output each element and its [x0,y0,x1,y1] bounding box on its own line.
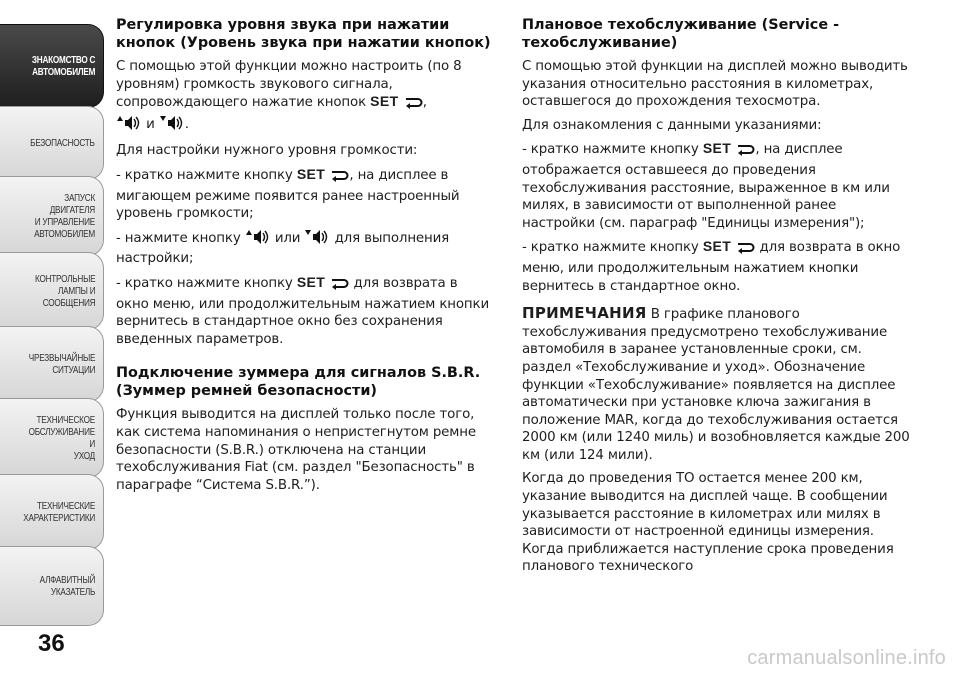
step-return-menu [116,274,494,348]
volume-down-icon [304,229,330,251]
volume-down-icon [159,115,185,137]
tab-maintenance-label: ТЕХНИЧЕСКОЕ ОБСЛУЖИВАНИЕ И УХОД [28,414,95,462]
set-button-label: SET [702,140,732,157]
tab-emergencies-label: ЧРЕЗВЫЧАЙНЫЕ СИТУАЦИИ [28,352,95,376]
step-adjust-volume [116,229,494,268]
tab-specifications[interactable] [0,474,104,550]
text: для выполнения настройки; [116,230,450,267]
text: для возврата в окно меню, или продолжительным нажатием кнопки вернитесь в стандартное окно. [522,240,901,294]
return-arrow-icon [735,240,755,260]
tab-index[interactable] [0,546,104,626]
return-arrow-icon [329,276,349,296]
text: или [274,230,301,246]
tab-index-label: АЛФАВИТНЫЙ УКАЗАТЕЛЬ [39,574,95,598]
step-press-set [116,166,494,223]
note-title: ПРИМЕЧАНИЯ [522,304,647,323]
return-arrow-icon [735,142,755,162]
paragraph-service-intro: С помощью этой функции на дисплей можно выводить указания относительно расстояния в километрах, оставшегося до прохождения техосмотра. [522,59,908,110]
tab-emergencies[interactable] [0,326,104,402]
section-heading-sbr-buzzer: Подключение зуммера для сигналов S.B.R. (Зуммер ремней безопасности) [116,365,481,400]
step-return-menu [522,238,910,295]
tab-starting-driving[interactable] [0,176,104,256]
note-text: В графике планового техобслуживания предусмотрено техобслуживание автомобиля в заранее установленные сроки, см. раздел «Техобслуживание и уход». Обозначение функции «Техобслуживание» появляется на дисплее автоматически при установке ключа зажигания в положение MAR, когда до техобслуживания остается 2000 км (или 1240 миль) и возобновляется каждые 200 км (или 124 мили). [522,307,910,463]
text: , на дисплее отображается оставшееся до проведения техобслуживания расстояние, выраженное в км или милях, в зависимости от выполненной ранее настройки (см. параграф "Единицы измерения"); [522,142,890,231]
set-button-label: SET [296,165,326,182]
text: , [422,95,427,111]
set-button-label: SET [296,273,326,290]
paragraph-sbr-description: Функция выводится на дисплей только после того, как система напоминания о непристегнутом ремне безопасности (S.B.R.) отключена на станции техобслуживания Fiat (см. раздел "Безопасность" в параграфе “Система S.B.R.”). [116,407,476,493]
tab-warning-lights[interactable] [0,252,104,330]
volume-up-icon [245,229,271,251]
paragraph-service-reminder: Когда до проведения ТО остается менее 200 км, указание выводится на дисплей чаще. В сообщении указывается расстояние в километрах или милях в зависимости от настроенной единицы измерения. Когда приближается наступление срока проведения планового технического [522,471,894,575]
step-press-set [522,140,910,232]
section-heading-service: Плановое техобслуживание (Service - техобслуживание) [522,17,840,51]
tab-maintenance[interactable] [0,398,104,478]
section-heading-key-beep-volume: Регулировка уровня звука при нажатии кнопок (Уровень звука при нажатии кнопок) [116,17,491,51]
watermark: carmanualsonline.info [747,647,946,669]
text: , на дисплее в мигающем режиме появится ранее настроенный уровень громкости; [116,167,460,222]
tab-safety[interactable] [0,106,104,180]
text: - кратко нажмите кнопку [116,167,293,183]
text: . [184,116,189,132]
volume-up-icon [116,115,142,137]
return-arrow-icon [403,95,423,115]
text: - кратко нажмите кнопку [522,240,699,256]
paragraph-key-beep-intro [116,58,494,136]
text: - нажмите кнопку [116,230,241,246]
set-button-label: SET [370,93,399,110]
left-column [116,16,494,500]
tab-intro[interactable] [0,24,104,108]
page-number: 36 [38,630,65,657]
text: - кратко нажмите кнопку [116,275,293,291]
set-button-label: SET [702,238,732,255]
tab-starting-driving-label: ЗАПУСК ДВИГАТЕЛЯ И УПРАВЛЕНИЕ АВТОМОБИЛЕМ [34,192,95,240]
paragraph-volume-setup: Для настройки нужного уровня громкости: [116,143,418,159]
text: и [146,116,155,132]
tab-specifications-label: ТЕХНИЧЕСКИЕ ХАРАКТЕРИСТИКИ [23,500,95,524]
text: для возврата в окно меню, или продолжительным нажатием кнопки вернитесь в стандартное окно без сохранения введенных параметров. [116,275,489,347]
text: С помощью этой функции можно настроить (по 8 уровням) громкость звукового сигнала, сопровождающего нажатие кнопок [116,59,462,111]
note-paragraph [522,305,910,464]
tab-intro-label: ЗНАКОМСТВО С АВТОМОБИЛЕМ [31,54,95,78]
return-arrow-icon [329,168,349,188]
tab-warning-lights-label: КОНТРОЛЬНЫЕ ЛАМПЫ И СООБЩЕНИЯ [34,273,95,309]
right-column [522,16,910,582]
tab-safety-label: БЕЗОПАСНОСТЬ [30,137,95,149]
paragraph-service-howto: Для ознакомления с данными указаниями: [522,117,822,133]
text: - кратко нажмите кнопку [522,142,699,158]
